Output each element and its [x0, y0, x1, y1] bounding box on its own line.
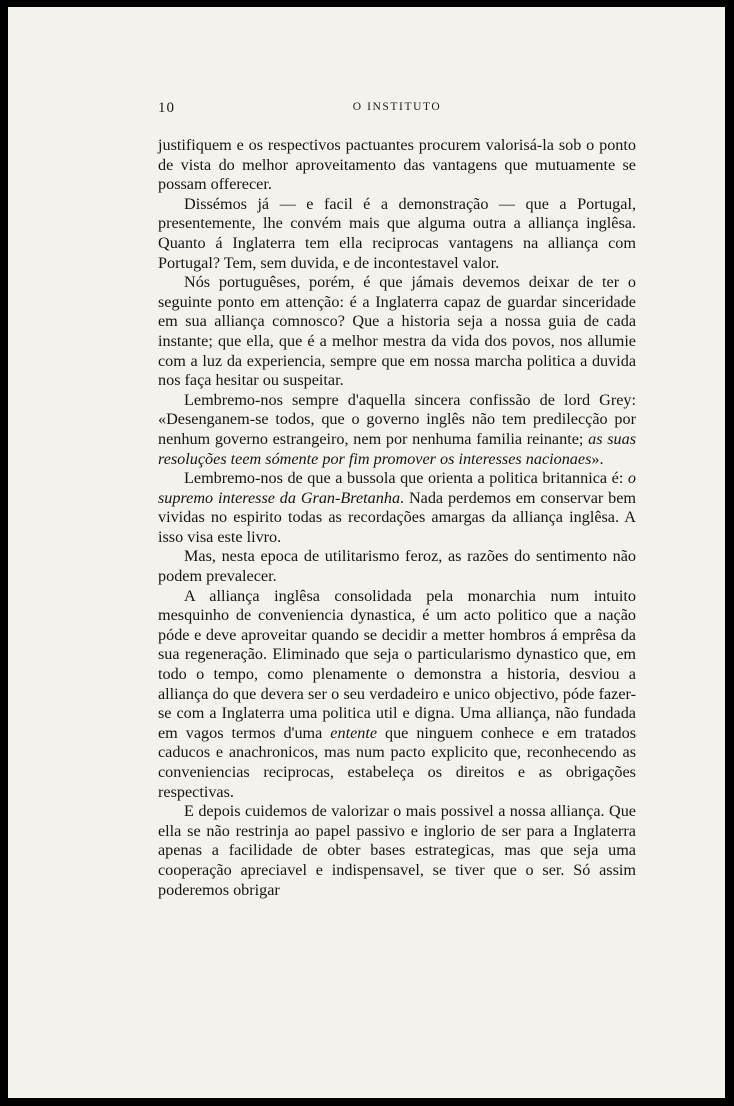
paragraph-8: E depois cuidemos de valorizar o mais possivel a nossa alliança. Que ella se não restrinja ao papel passivo e inglorio de ser para a Inglaterra apenas a facilidade de obter bases estrategicas, mas que seja uma cooperação apreciavel e indispensavel, se tiver que o ser. Só assim poderemos obrigar: [158, 802, 636, 899]
body-text: [158, 136, 636, 900]
paragraph-1: justifiquem e os respectivos pactuantes procurem valorisá-la sob o ponto de vista do melhor aproveitamento das vantagens que mutuamente se possam offerecer.: [158, 136, 636, 194]
paragraph-4: Lembremo-nos sempre d'aquella sincera confissão de lord Grey: «Desenganem-se todos, que o governo inglês não tem predilecção por nenhum governo estrangeiro, nem por nenhuma familia reinante; as suas resoluções teem sómente por fim promover os interesses nacionaes».: [158, 390, 637, 468]
running-title: O INSTITUTO: [352, 101, 442, 113]
paragraph-6: Mas, nesta epoca de utilitarismo feroz, as razões do sentimento não podem prevalecer.: [158, 547, 636, 586]
italic-phrase: o supremo interesse da Gran-Bretanha: [158, 469, 636, 507]
paragraph-2: Dissémos já — e facil é a demonstração — que a Portugal, presentemente, lhe convém mais que alguma outra a alliança inglêsa. Quanto á Inglaterra tem ella reciprocas vantagens na alliança com Portugal? Tem, sem duvida, e de incontestavel valor.: [158, 194, 636, 272]
italic-quote: as suas resoluções teem sómente por fim promover os interesses nacionaes: [158, 429, 637, 468]
page-header: [158, 100, 636, 120]
italic-word: entente: [330, 723, 378, 742]
paragraph-5: Lembremo-nos de que a bussola que orienta a politica britannica é: o supremo interesse da Gran-Bretanha. Nada perdemos em conservar bem vividas no espirito todas as recordações amargas da alliança inglêsa. A isso visa este livro.: [158, 469, 636, 546]
paragraph-7: A alliança inglêsa consolidada pela monarchia num intuito mesquinho de conveniencia dynastica, é um acto politico que a nação póde e deve aproveitar quando se decidir a metter hombros á emprêsa da sua regeneração. Eliminado que seja o particularismo dynastico que, em todo o tempo, como plenamente o demonstra a historia, desviou a alliança do que devera ser o seu verdadeiro e unico objectivo, póde fazer-se com a Inglaterra uma politica util e digna. Uma alliança, não fundada em vagos termos d'uma entente que ninguem conhece e em tratados caducos e anachronicos, mas num pacto explicito que, reconhecendo as conveniencias reciprocas, estabeleça os direitos e as obrigações respectivas.: [158, 586, 636, 801]
page-number: 10: [158, 100, 175, 116]
book-page: [8, 7, 725, 1098]
paragraph-3: Nós portuguêses, porém, é que jámais devemos deixar de ter o seguinte ponto em attenção: é a Inglaterra capaz de guardar sinceridade em sua alliança comnosco? Que a historia seja a nossa guia de cada instante; que ella, que é a melhor mestra da vida dos povos, nos allumie com a luz da experiencia, sempre que em nossa marcha politica a duvida nos faça hesitar ou suspeitar.: [158, 273, 636, 390]
